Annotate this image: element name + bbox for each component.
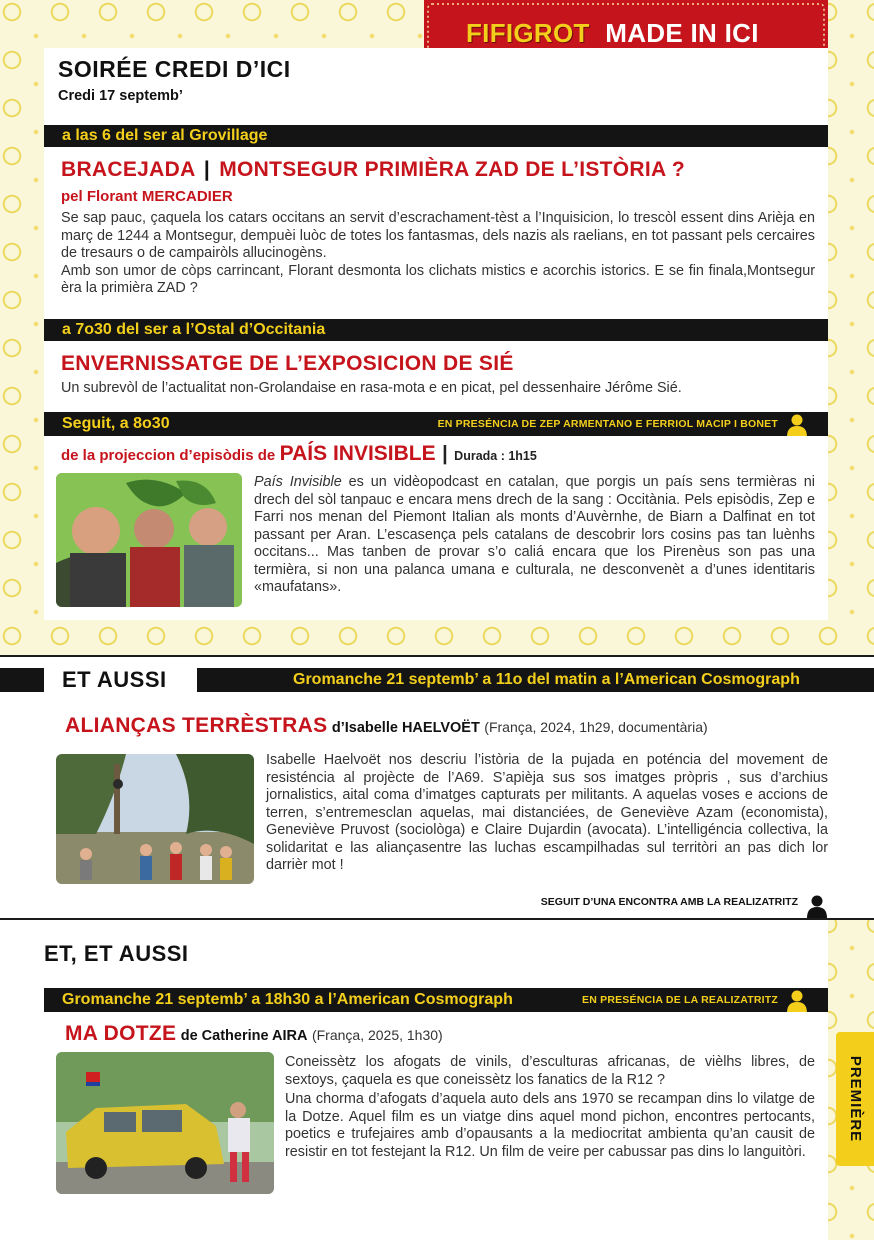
slot3-text [254,474,815,597]
slot1-paragraph-1: Se sap pauc, çaquela los catars occitans an servit d’escrachament-tèst a l’Inquisicion, lo trescòl essent dins Arièja en març de 1244 a Montsegur, dempuèi luòc de totes los fantasmas, dels nazis als raelians, en tot passant pels cercaires de tresaurs o de campairòls allucinogèns. [61,210,815,261]
etaussi-paragraph-2: Una chorma d’afogats d’aquela auto dels ans 1970 se recampan dins lo vilatge de la Dotze. Aquel film es un viatge dins aquel mond pichon, encontres pertocants, poetics e trufejaires amb d’opausants a la mediocritat ambienta qu’an causit de resistir en tot festejant la R12. Un film de veire per cabussar pas dins lo languitòri. [285,1091,815,1160]
slot2-title: ENVERNISSATGE DE L’EXPOSICION DE SIÉ [61,352,514,375]
etaussi-presence: EN PRESÉNCIA DE LA REALIZATRITZ [582,994,778,1006]
slot3-duration: Durada : 1h15 [454,449,537,463]
slot1-title-a: BRACEJADA [61,158,195,181]
soiree-date: Credi 17 septemb’ [58,88,183,104]
etaussi-paragraph-1: Coneissètz los afogats de vinils, d’esculturas africanas, de vièlhs libres, de sextoys, çaquela es que coneissètz los fanatics de la R12 ? [285,1054,815,1088]
aussi-film-title: ALIANÇAS TERRÈSTRAS [65,714,328,737]
etaussi-when: Gromanche 21 septemb’ a 18h30 a l’American Cosmograph [62,991,513,1008]
aliancas-photo [56,754,254,884]
banner-made-in-ici: MADE IN ICI [605,18,759,48]
etaussi-text [285,1054,815,1161]
etaussi-film-by: de Catherine AIRA [180,1028,308,1044]
aussi-text: Isabelle Haelvoët nos descriu l’istòria de la pujada en poténcia del movement de resisténcia al projècte de l’A69. S’apièja sus sos imatges pròpris , sus d’archius jornalistics, aital coma d’imatges capturats per militants. A aquelas voses e accions de terren, s’entremesclan aquelas, mai distanciées, de Geneviève Azam (economista), Geneviève Pruvost (sociològa) e Claire Dujardin (avocata). L’intelligéncia collectiva, la solidaritat e las aliançasentre las luchas escampilhadas sul territòri an pas dich lor darrièr mot ! [266,752,828,873]
pais-invisible-photo [56,473,242,607]
etaussi-film-title: MA DOTZE [65,1022,177,1045]
slot3-presence: EN PRESÉNCIA DE ZEP ARMENTANO E FERRIOL MACIP I BONET [437,418,778,430]
slot2-text: Un subrevòl de l’actualitat non-Grolandaise en rasa-mota e en picat, pel dessenhaire Jérôme Sié. [61,380,682,396]
person-icon [786,989,808,1012]
etaussi-when-bar [44,988,828,1012]
etaussi-heading: ET, ET AUSSI [44,941,189,966]
aussi-when-bar [197,668,874,692]
slot1-author: pel Florant MERCADIER [61,188,233,205]
aussi-film-by: d’Isabelle HAELVOËT [331,720,480,736]
slot1-text [61,210,815,298]
premiere-badge [836,1032,874,1166]
aussi-heading: ET AUSSI [62,667,167,692]
aussi-when: Gromanche 21 septemb’ a 11o del matin a l’American Cosmograph [293,671,800,688]
slot3-description: es un vidèopodcast en catalan, que porgis un país sens termièras ni drech del sòl tanpauc e encara mens drech de la sang : Occitània. Pels episòdis, Zep e Farri nos menan del Piemont Italian als monts d’Auvèrnhe, de Biarn a Dalfinat en tot passant per Aran. L’escasença pels catalans de descobrir lors cosins pas tan luènhs occitans... Mas tanben de provar s’o caliá encara que los Pirenèus son pas una termièra, si non una palanca umana e culturala, ne desconvenèt a d’unes identitaris «maufatans». [254,474,815,595]
slot3-show: PAÍS INVISIBLE [279,442,436,465]
ma-dotze-photo [56,1052,274,1194]
slot2-time-bar [44,319,828,341]
etaussi-film-meta: (França, 2025, 1h30) [311,1027,443,1043]
soiree-title: SOIRÉE CREDI D’ICI [58,56,291,82]
slot3-time: Seguit, a 8o30 [62,415,170,432]
banner-fifigrot: FIFIGROT [466,18,590,48]
person-icon [786,413,808,436]
slot3-heading [61,442,537,466]
aussi-film-line [65,714,708,738]
aussi-bar-left [0,668,44,692]
slot3-italic-title: País Invisible [254,474,342,490]
slot1-title-sep: | [203,158,211,181]
slot3-lead: de la projeccion d’episòdis de [61,447,276,464]
premiere-badge-label: PREMIÈRE [847,1055,864,1143]
slot1-title [61,158,685,182]
slot2-time: a 7o30 del ser a l’Ostal d’Occitania [62,321,326,338]
slot1-paragraph-2: Amb son umor de còps carrincant, Florant desmonta los clichats mistics e acorchis istorics. E se fin finala,Montsegur èra la primièra ZAD ? [61,262,815,296]
etaussi-film-line [65,1022,443,1046]
person-icon [806,894,828,918]
slot1-time-bar [44,125,828,147]
aussi-film-meta: (França, 2024, 1h29, documentària) [484,719,708,735]
slot3-sep: | [442,443,448,465]
slot3-time-bar [44,412,828,436]
slot1-title-b: MONTSEGUR PRIMIÈRA ZAD DE L’ISTÒRIA ? [219,158,685,181]
slot1-time: a las 6 del ser al Grovillage [62,127,268,144]
aussi-followup: SEGUIT D’UNA ENCONTRA AMB LA REALIZATRITZ [540,896,798,908]
